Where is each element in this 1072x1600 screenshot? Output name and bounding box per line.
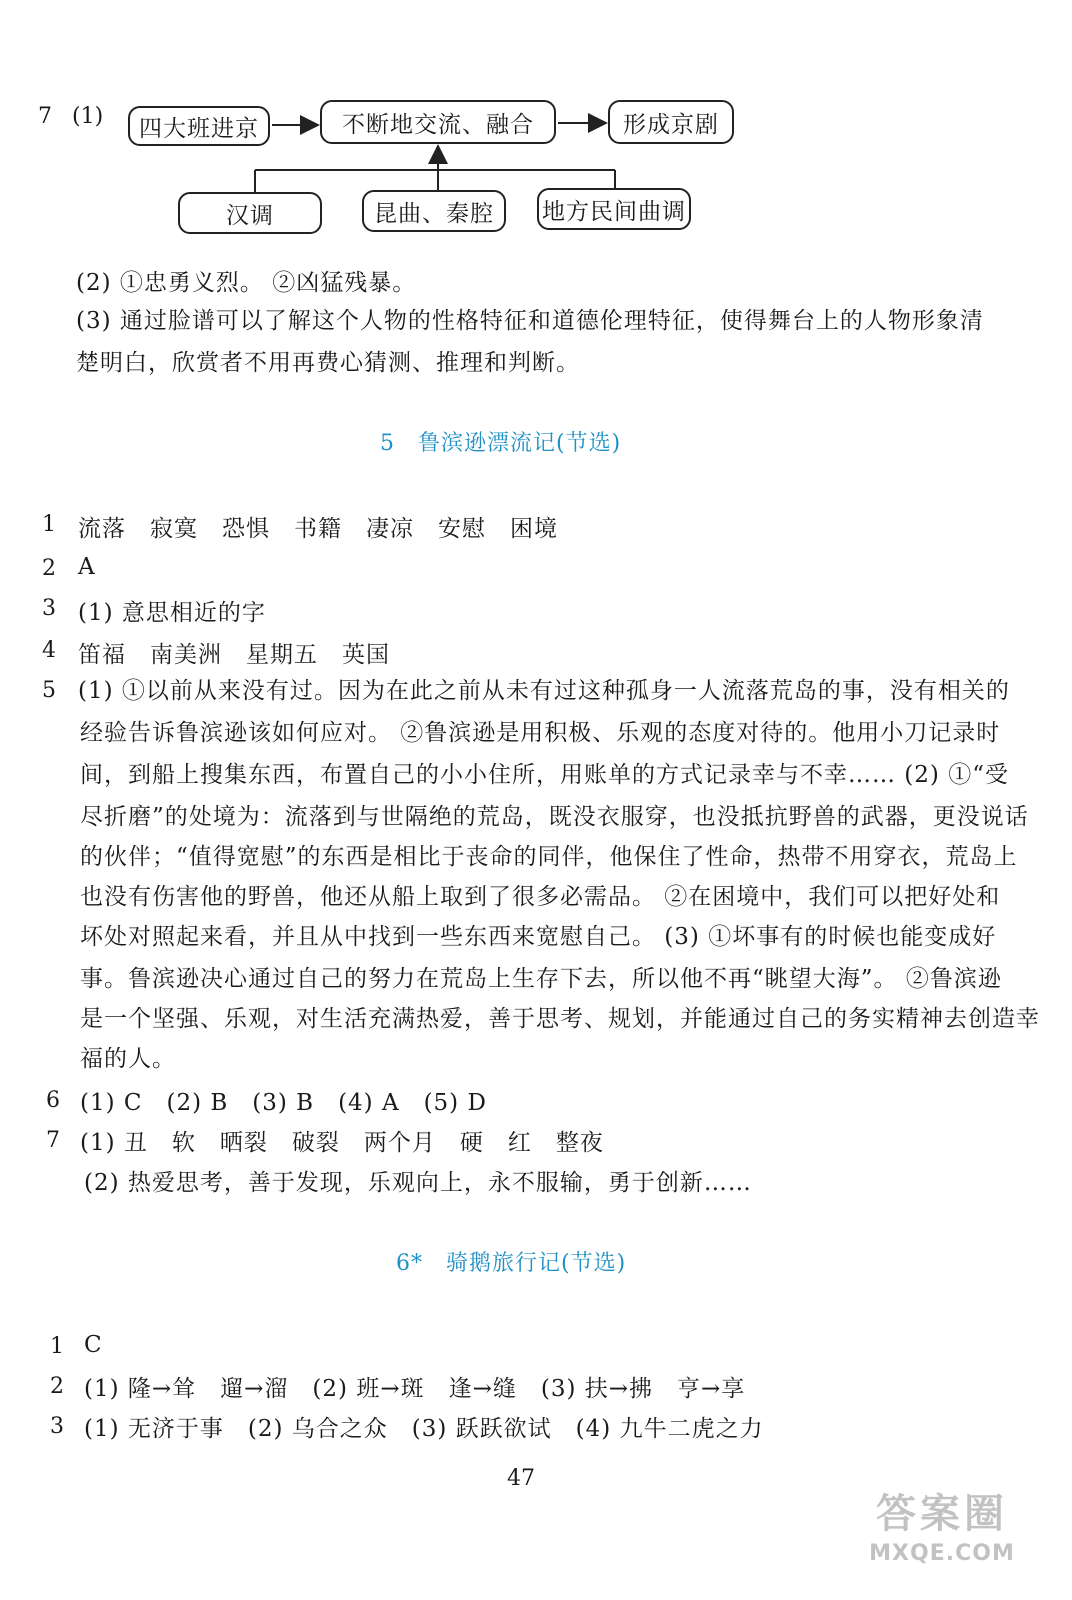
- q7-answer-3-line-2: 楚明白，欣赏者不用再费心猜测、推理和判断。: [76, 350, 580, 376]
- item-answer: (1) 意思相近的字: [78, 600, 266, 626]
- box-local-folk-tunes: 地方民间曲调: [537, 188, 691, 230]
- item-number: 6: [46, 1088, 60, 1113]
- watermark-text: 答案圈: [876, 1491, 1008, 1537]
- box-exchange-fusion: 不断地交流、融合: [320, 100, 556, 144]
- q7-number: 7: [38, 104, 52, 129]
- item-answer: (1) 无济于事 (2) 乌合之众 (3) 跃跃欲试 (4) 九牛二虎之力: [84, 1416, 764, 1442]
- page-number: 47: [507, 1466, 535, 1491]
- q5-line: 间，到船上搜集东西，布置自己的小小住所，用账单的方式记录幸与不幸…… (2) ①“受: [80, 762, 1009, 788]
- q5-line: 的伙伴；“值得宽慰”的东西是相比于丧命的同伴，他保住了性命，热带不用穿衣，荒岛上: [80, 844, 1018, 870]
- q5-line: 也没有伤害他的野兽，他还从船上取到了很多必需品。 ②在困境中，我们可以把好处和: [80, 884, 1001, 910]
- watermark-logo: [852, 1482, 1032, 1572]
- item-answer: (1) 隆→耸 遛→溜 (2) 班→斑 逢→缝 (3) 扶→拂 亨→享: [84, 1376, 746, 1402]
- q7-answer-line-2: (2) 热爱思考，善于发现，乐观向上，永不服输，勇于创新……: [84, 1170, 752, 1196]
- item-answer: A: [78, 554, 96, 580]
- item-number: 5: [42, 678, 56, 703]
- item-answer: C: [84, 1332, 103, 1358]
- box-four-troupes: 四大班进京: [128, 106, 270, 146]
- q5-line: 尽折磨”的处境为：流落到与世隔绝的荒岛，既没衣服穿，也没抵抗野兽的武器，更没说话: [80, 804, 1029, 830]
- item-number: 1: [50, 1334, 64, 1359]
- q6-answer: (1) C (2) B (3) B (4) A (5) D: [80, 1090, 487, 1116]
- q5-line: 福的人。: [80, 1046, 176, 1072]
- q5-line: 经验告诉鲁滨逊该如何应对。 ②鲁滨逊是用积极、乐观的态度对待的。他用小刀记录时: [80, 720, 1001, 746]
- section-5-heading: 5 鲁滨逊漂流记(节选): [380, 431, 622, 456]
- q5-line: 是一个坚强、乐观，对生活充满热爱，善于思考、规划，并能通过自己的务实精神去创造幸: [80, 1006, 1040, 1032]
- item-number: 3: [50, 1414, 64, 1439]
- item-number: 1: [42, 512, 56, 537]
- item-answer: 流落 寂寞 恐惧 书籍 凄凉 安慰 困境: [78, 516, 558, 542]
- q7-answer-line-1: (1) 丑 软 晒裂 破裂 两个月 硬 红 整夜: [80, 1130, 604, 1156]
- item-answer: 笛福 南美洲 星期五 英国: [78, 642, 390, 668]
- box-handiao: 汉调: [178, 192, 322, 234]
- section-6-heading: 6* 骑鹅旅行记(节选): [396, 1251, 627, 1276]
- box-form-peking-opera: 形成京剧: [608, 100, 734, 144]
- item-number: 3: [42, 596, 56, 621]
- q5-line: (1) ①以前从来没有过。因为在此之前从未有过这种孤身一人流落荒岛的事，没有相关的: [78, 678, 1010, 704]
- box-kunqu-qinqiang: 昆曲、秦腔: [362, 190, 506, 232]
- item-number: 2: [50, 1374, 64, 1399]
- q7-answer-3-line-1: (3) 通过脸谱可以了解这个人物的性格特征和道德伦理特征，使得舞台上的人物形象清: [76, 308, 984, 334]
- q7-answer-2: (2) ①忠勇义烈。 ②凶猛残暴。: [76, 270, 417, 296]
- q7-sub-label: (1): [72, 104, 104, 129]
- item-number: 7: [46, 1128, 60, 1153]
- item-number: 4: [42, 638, 56, 663]
- item-number: 2: [42, 556, 56, 581]
- watermark-url: MXQE.COM: [869, 1541, 1015, 1566]
- q5-line: 事。鲁滨逊决心通过自己的努力在荒岛上生存下去，所以他不再“眺望大海”。 ②鲁滨逊: [80, 966, 1002, 992]
- q5-line: 坏处对照起来看，并且从中找到一些东西来宽慰自己。 (3) ①坏事有的时候也能变成好: [80, 924, 997, 950]
